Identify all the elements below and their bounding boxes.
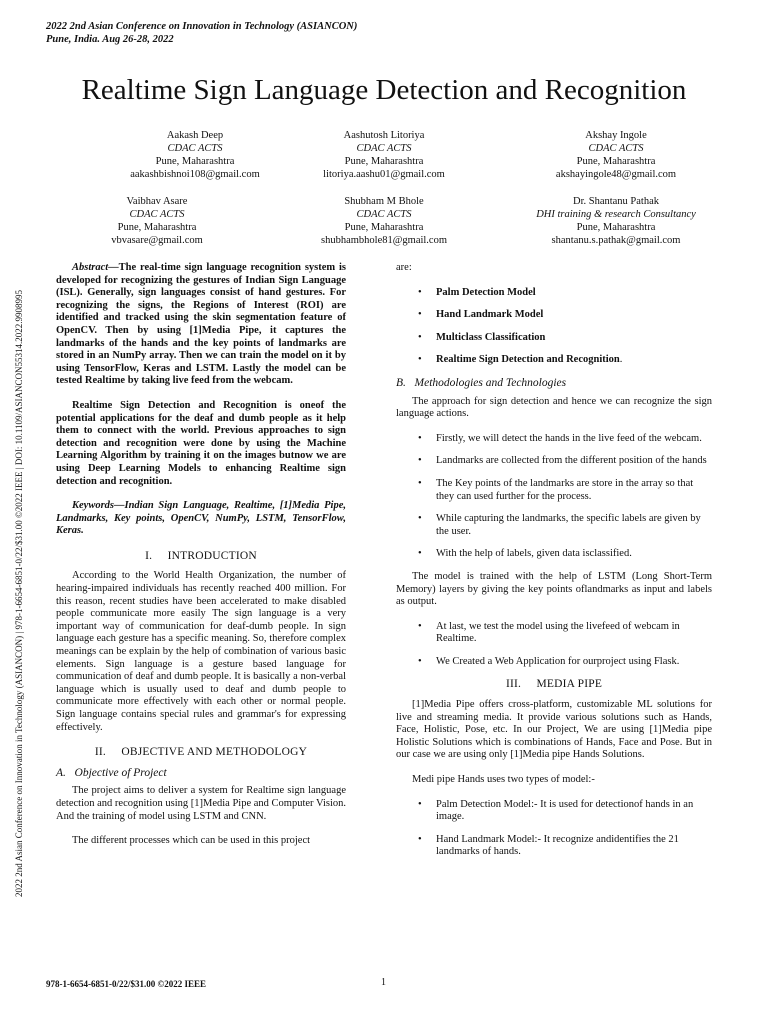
author-name: Akshay Ingole [585, 130, 647, 141]
list-item: • Hand Landmark Model:- It recognize andidentifies the 21 landmarks of hands. [418, 833, 679, 858]
list-item: • We Created a Web Application for ourproject using Flask. [418, 655, 680, 667]
author-block [57, 195, 257, 247]
list-item: • Firstly, we will detect the hands in the live feed of the webcam. [418, 432, 702, 444]
list-item: • The Key points of the landmarks are store in the array so that they can used further for the process. [418, 477, 694, 502]
author-email: litoriya.aashu01@gmail.com [323, 169, 445, 180]
page-number: 1 [381, 977, 386, 988]
processes-list [396, 287, 712, 367]
author-name: Aakash Deep [166, 130, 224, 141]
list-item: • At last, we test the model using the livefeed of webcam in Realtime. [418, 620, 680, 645]
methodologies-text: The approach for sign detection and hence we can recognize the sign language actions. [396, 395, 712, 420]
objective-text: The project aims to deliver a system for Realtime sign language detection and recognition using [1]Media Pipe and Computer Vision. And the training of model using LSTM and CNN. [56, 785, 346, 822]
author-name: Vaibhav Asare [126, 196, 188, 207]
processes-text: The different processes which can be used in this project [72, 835, 311, 847]
author-location: Pune, Maharashtra [344, 222, 424, 233]
author-block [516, 129, 716, 181]
list-item: • Palm Detection Model [418, 286, 536, 298]
list-item: • Realtime Sign Detection and Recognition. [418, 354, 623, 366]
list-item: • Palm Detection Model:- It is used for detectionof hands in an image. [418, 798, 694, 823]
list-item: • Landmarks are collected from the different position of the hands [418, 455, 707, 467]
models-intro: Medi pipe Hands uses two types of model:- [412, 774, 595, 786]
section-heading-media-pipe: III. MEDIA PIPE [505, 678, 603, 691]
conference-location: Pune, India. Aug 26-28, 2022 [46, 34, 174, 45]
author-location: Pune, Maharashtra [155, 156, 235, 167]
list-item: • With the help of labels, given data isclassified. [418, 548, 632, 560]
list-item: • Hand Landmark Model [418, 309, 544, 321]
author-email: aakashbishnoi108@gmail.com [130, 169, 260, 180]
author-email: akshayingole48@gmail.com [555, 169, 677, 180]
steps-list [396, 433, 712, 561]
models-list [396, 799, 712, 859]
subsection-heading-methodologies: B. Methodologies and Technologies [396, 376, 567, 389]
author-name: Dr. Shantanu Pathak [572, 196, 660, 207]
subsection-heading-objective: A. Objective of Project [56, 766, 167, 779]
lstm-text: The model is trained with the help of LSTM (Long Short-Term Memory) layers by giving the key points oflandmarks as input and labels as output. [396, 570, 712, 608]
footer-copyright: 978-1-6654-6851-0/22/$31.00 ©2022 IEEE [46, 979, 206, 989]
author-location: Pune, Maharashtra [344, 156, 424, 167]
list-item: • While capturing the landmarks, the specific labels are given by the user. [418, 513, 701, 537]
doi-side-strip [12, 162, 26, 897]
abstract [56, 262, 346, 388]
author-affiliation: CDAC ACTS [129, 209, 185, 220]
list-item: • Multiclass Classification [418, 331, 546, 343]
media-pipe-text: [1]Media Pipe offers cross-platform, customizable ML solutions for live and streaming media. It provide various solutions such as Hands, Face, Holistic, Pose, etc. In our Project, We are using [1]Media pipe Holistic Solutions which is combinations of Hands, Face and Pose. But in our case we are using only [1]Media pipe Hands Solutions. [396, 699, 712, 761]
keywords-label: Keywords [72, 500, 114, 512]
author-location: Pune, Maharashtra [117, 222, 197, 233]
author-block [284, 129, 484, 181]
author-block [516, 195, 716, 247]
author-name: Aashutosh Litoriya [343, 130, 425, 141]
processes-continuation: are: [396, 262, 412, 273]
author-block [284, 195, 484, 247]
author-location: Pune, Maharashtra [576, 222, 656, 233]
author-affiliation: CDAC ACTS [356, 209, 412, 220]
keywords [56, 500, 346, 538]
author-affiliation: CDAC ACTS [588, 143, 644, 154]
author-affiliation: CDAC ACTS [167, 143, 223, 154]
introduction-text: According to the World Health Organization, the number of hearing-impaired individuals has recently reached 400 million. For this reason, recent studies have been accelerated to make disabled people communicate more easily The sign language is a very important way of communication for deaf-dumb people. In sign language each gesture has a specific meaning. So, therefore complex meanings can be explain by the help of combination of various basic elements. Sign language is a gesture based language for communication of deaf and dumb people. It is basically a non-verbal language which is usually used to deaf and dumb people to communicate more effectively with each other or normal people. Sign language contains special rules and grammar's for expressing effectively. [56, 570, 346, 733]
paper-title: Realtime Sign Language Detection and Recognition [81, 74, 687, 106]
section-heading-objective: II. OBJECTIVE AND METHODOLOGY [94, 746, 308, 759]
abstract-label: Abstract [72, 262, 109, 273]
author-affiliation: DHI training & research Consultancy [536, 209, 696, 220]
author-email: vbvasare@gmail.com [111, 235, 203, 246]
author-name: Shubham M Bhole [344, 196, 424, 207]
author-affiliation: CDAC ACTS [356, 143, 412, 154]
author-email: shantanu.s.pathak@gmail.com [551, 235, 681, 246]
author-email: shubhambhole81@gmail.com [320, 235, 448, 246]
author-block [95, 129, 295, 181]
abstract-paragraph-2: Realtime Sign Detection and Recognition is oneof the potential applications for the deaf and dumb people as it help them to connect with the world. Previous approaches to sign detection and recognition were done by using the Machine Learning Algorithm by training it on the images butnow we are using Deep Learning Models to enhancing Realtime sign detection and recognition. [56, 399, 346, 487]
keywords-text: —Indian Sign Language, Realtime, [1]Media Pipe, Landmarks, Key points, OpenCV, NumPy, LSTM, TensorFlow, Keras. [56, 500, 346, 537]
conference-header [46, 20, 357, 46]
doi-side-text: 2022 2nd Asian Conference on Innovation in Technology (ASIANCON) | 978-1-6654-6851-0/22/$31.00 ©2022 IEEE | DOI: 10.1109/ASIANCON55314.2022.9908995 [14, 290, 24, 897]
right-column [396, 262, 712, 869]
left-column [56, 262, 346, 860]
steps-list-2 [396, 621, 712, 669]
author-location: Pune, Maharashtra [576, 156, 656, 167]
section-heading-introduction: I. INTRODUCTION [145, 549, 257, 562]
abstract-text: —The real-time sign language recognition system is developed for recognizing the gestures of Indian Sign Language (ISL). Generally, sign languages consist of hand gestures. For recognizing the signs, the Regions of Interest (ROI) are identified and tracked using the skin segmentation feature of OpenCV. Then by using [1]Media Pipe, it captures the landmarks of the hands and the key points of landmarks are stored in an NumPy array. Then we can train the model on it by using TensorFlow, Keras and LSTM. Lastly the model can be tested Realtime by taking live feed from the webcam. [56, 262, 346, 387]
conference-name: 2022 2nd Asian Conference on Innovation in Technology (ASIANCON) [46, 21, 358, 32]
